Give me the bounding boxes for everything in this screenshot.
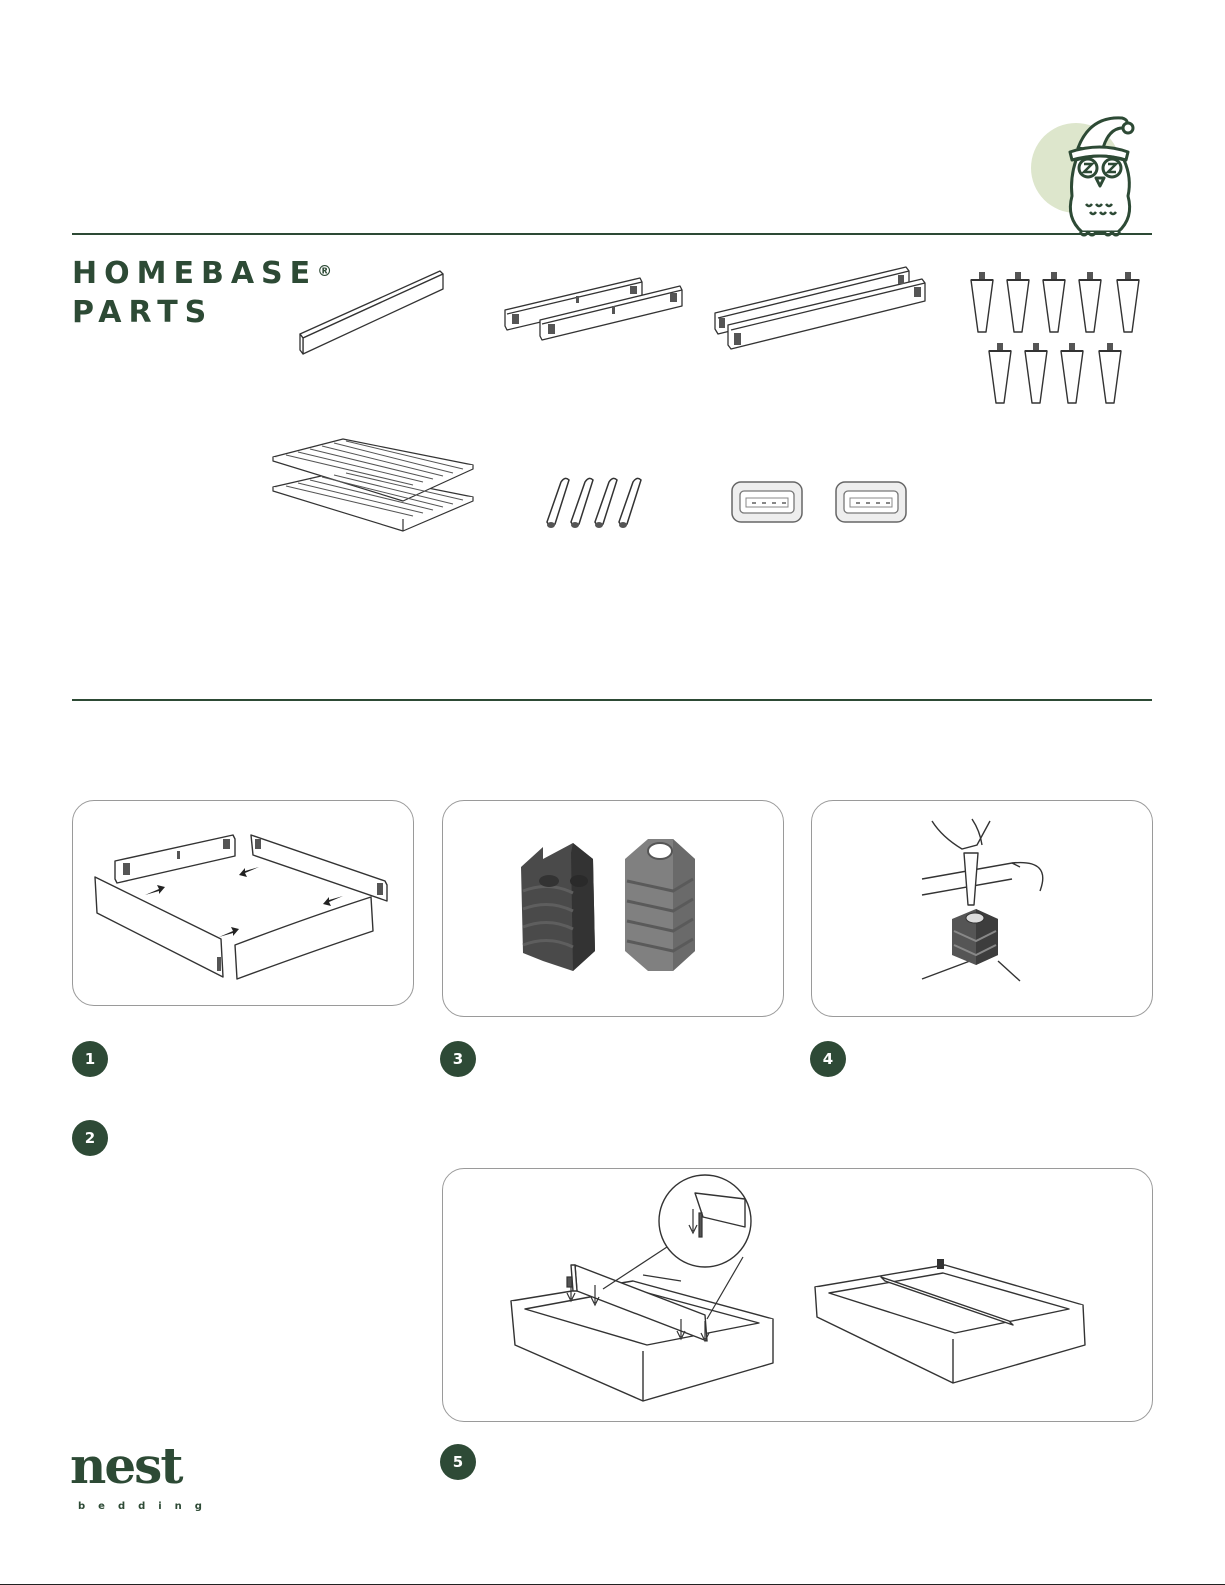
nest-logo-wordmark: nest xyxy=(70,1436,182,1495)
brackets-part xyxy=(730,480,920,526)
nest-logo-subtitle: bedding xyxy=(78,1501,215,1512)
step1-illustration-panel xyxy=(72,800,414,1006)
step3-badge: 3 xyxy=(440,1041,476,1077)
step1-badge: 1 xyxy=(72,1041,108,1077)
parts-heading xyxy=(72,254,332,332)
center-beam-part xyxy=(295,266,450,361)
owl-mascot-icon xyxy=(1030,108,1160,243)
step2-badge: 2 xyxy=(72,1120,108,1156)
step4-illustration-panel xyxy=(811,800,1153,1017)
slat-rolls-part xyxy=(268,435,478,535)
registered-mark: ® xyxy=(317,262,333,280)
step5-illustration-panel xyxy=(442,1168,1153,1422)
middle-divider xyxy=(72,699,1152,701)
step4-badge: 4 xyxy=(810,1041,846,1077)
long-side-rails-part xyxy=(712,265,942,355)
short-side-rails-part xyxy=(500,272,690,344)
title-line1: HOMEBASE xyxy=(72,256,318,291)
top-divider xyxy=(72,233,1152,235)
legs-part xyxy=(960,270,1155,410)
step5-badge: 5 xyxy=(440,1444,476,1480)
pins-part xyxy=(543,470,653,532)
step3-illustration-panel xyxy=(442,800,784,1017)
title-line2: PARTS xyxy=(72,295,214,330)
